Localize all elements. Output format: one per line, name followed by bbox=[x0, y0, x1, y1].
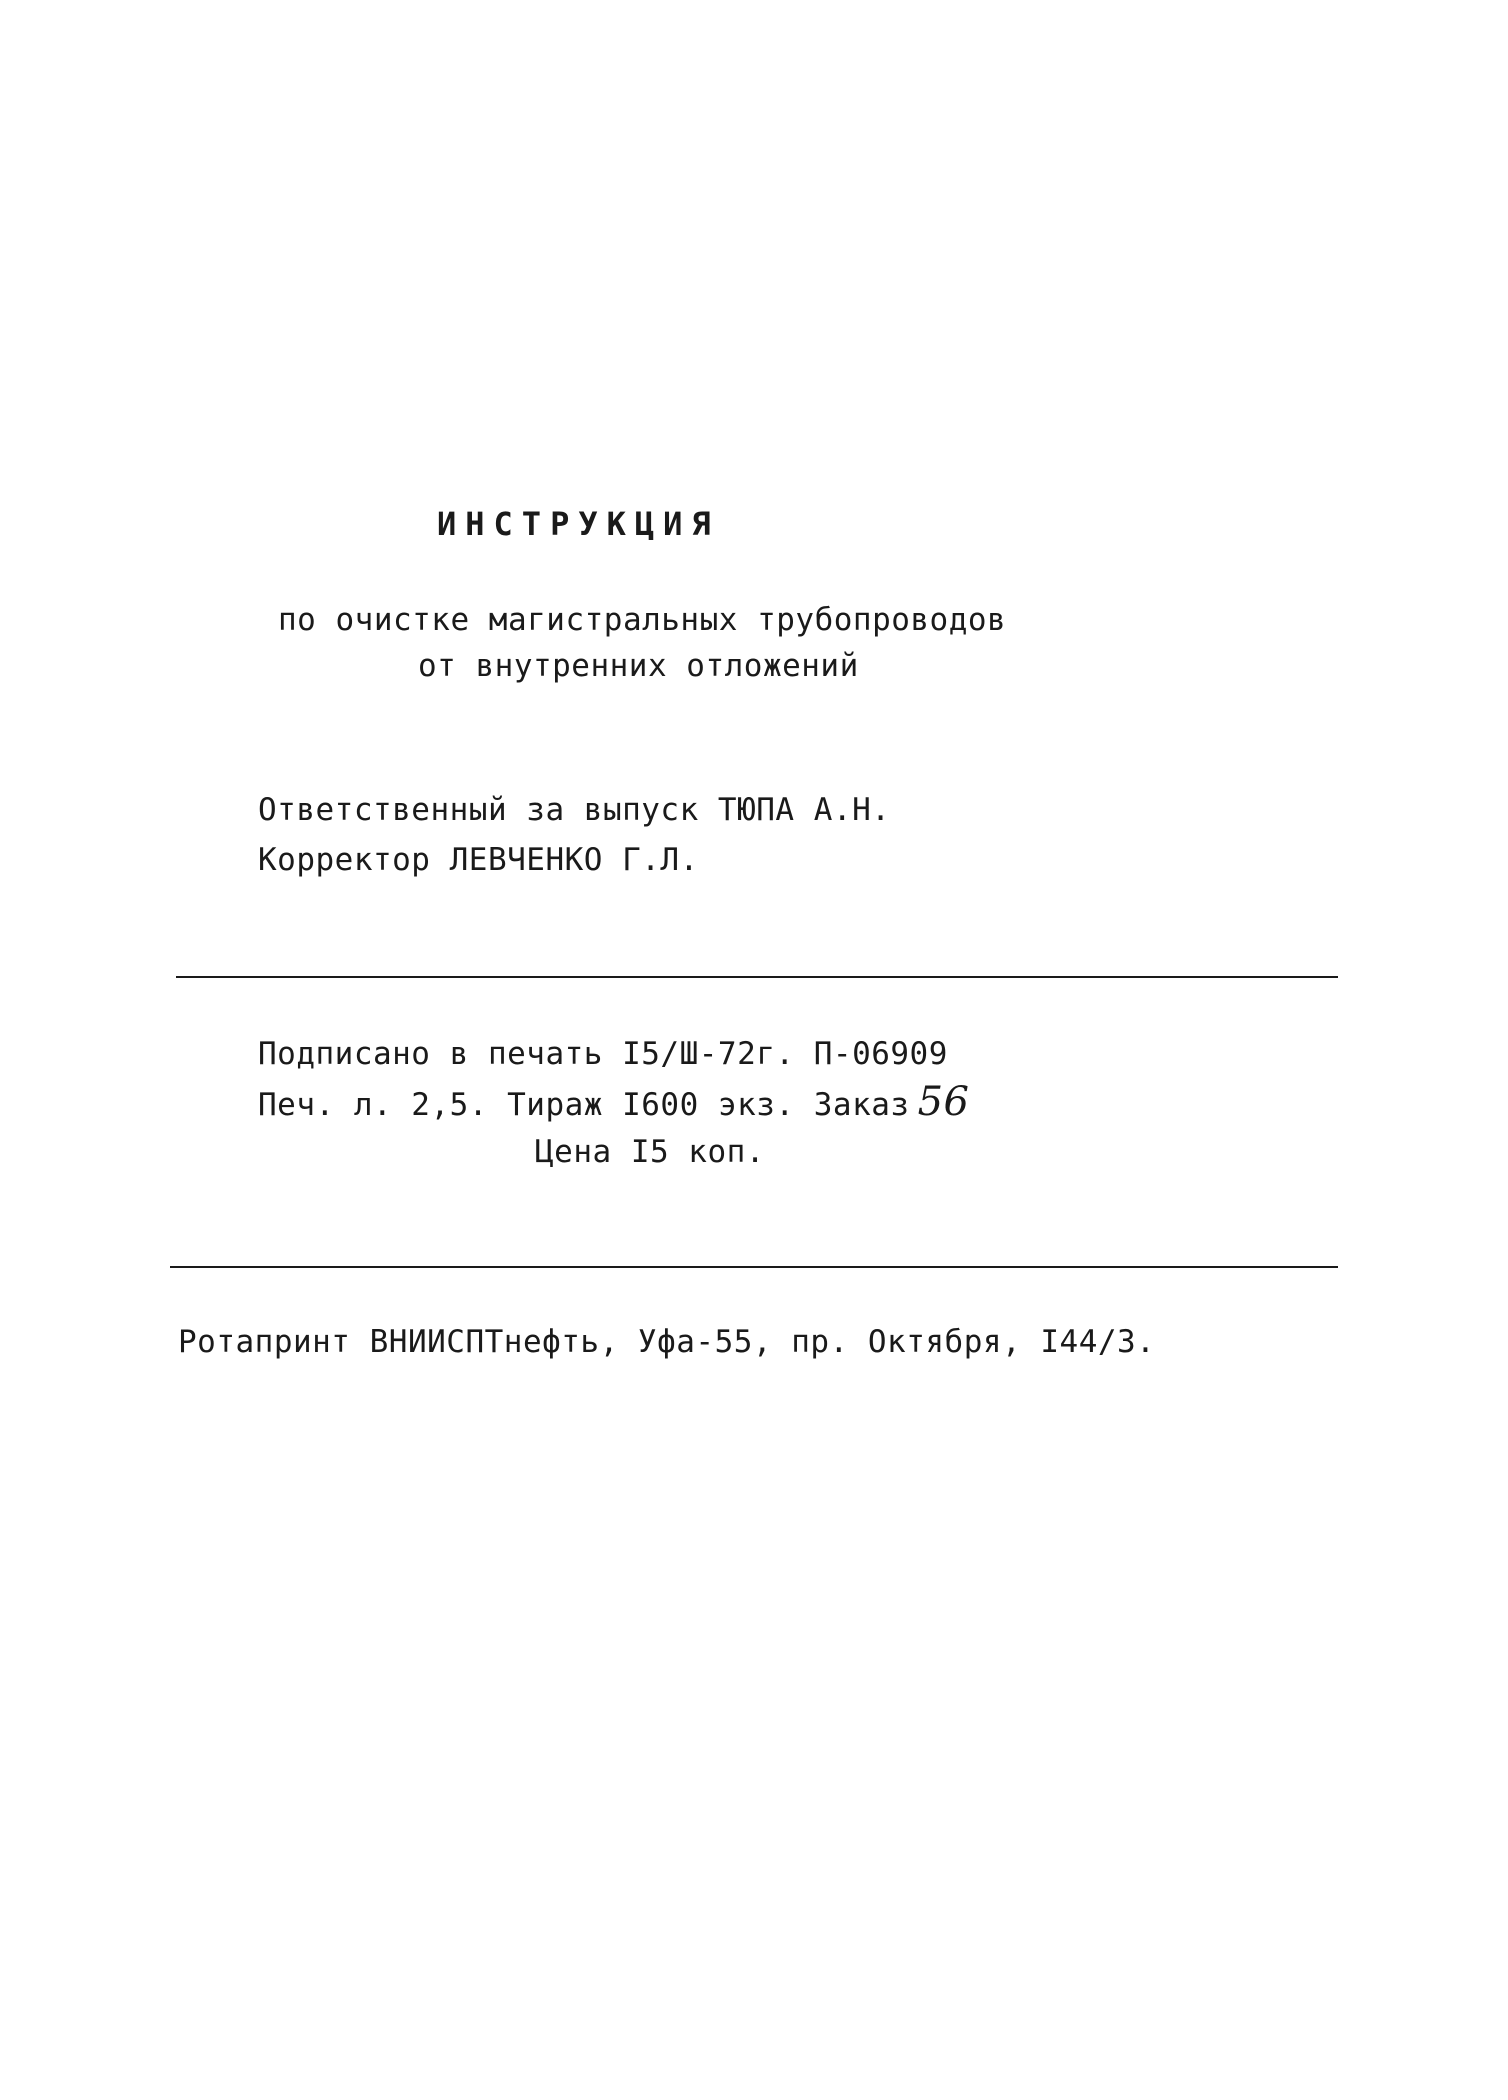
responsible-for-release: Ответственный за выпуск ТЮПА А.Н. bbox=[258, 792, 891, 828]
imprint-price: Цена I5 коп. bbox=[535, 1134, 765, 1170]
divider-bottom bbox=[170, 1266, 1338, 1268]
imprint-sheets-run-order-text: Печ. л. 2,5. Тираж I600 экз. Заказ bbox=[258, 1087, 910, 1123]
imprint-signed-for-print: Подписано в печать I5/Ш-72г. П-06909 bbox=[258, 1036, 948, 1072]
document-title: ИНСТРУКЦИЯ bbox=[437, 505, 720, 543]
document-subtitle-line-2: от внутренних отложений bbox=[418, 648, 859, 684]
imprint-sheets-run-order bbox=[258, 1079, 970, 1125]
corrector: Корректор ЛЕВЧЕНКО Г.Л. bbox=[258, 842, 699, 878]
document-subtitle-line-1: по очистке магистральных трубопроводов bbox=[278, 602, 1007, 638]
order-number-handwritten: 56 bbox=[917, 1079, 970, 1125]
divider-top bbox=[176, 976, 1338, 978]
printer-address: Ротапринт ВНИИСПТнефть, Уфа-55, пр. Октября, I44/3. bbox=[178, 1324, 1156, 1360]
